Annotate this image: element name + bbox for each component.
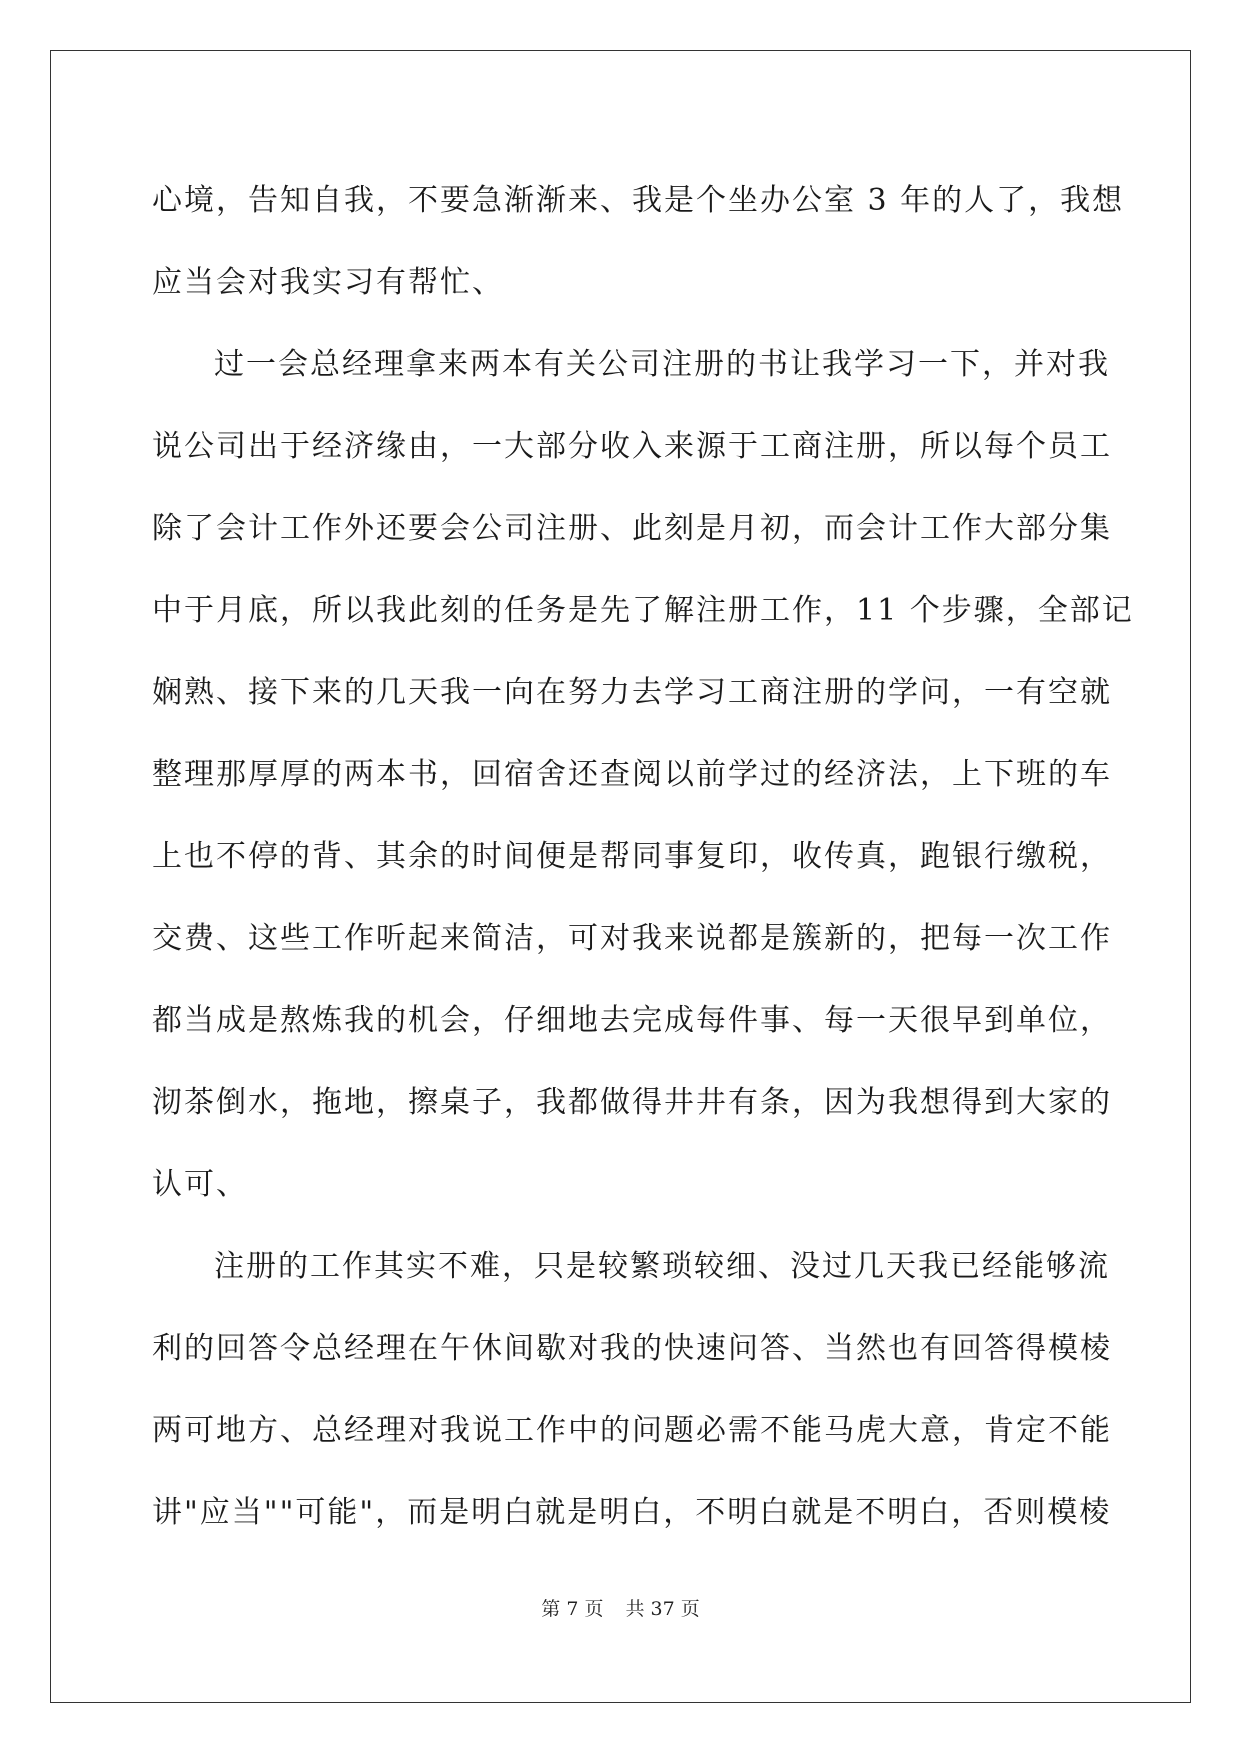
text-line: 上也不停的背、其余的时间便是帮同事复印，收传真，跑银行缴税， bbox=[152, 839, 1112, 874]
text-line: 讲"应当""可能"，而是明白就是明白，不明白就是不明白，否则模棱 bbox=[152, 1495, 1112, 1530]
text-line: 整理那厚厚的两本书，回宿舍还查阅以前学过的经济法，上下班的车 bbox=[152, 757, 1112, 792]
text-line: 利的回答令总经理在午休间歇对我的快速问答、当然也有回答得模棱 bbox=[152, 1331, 1112, 1366]
page-footer bbox=[0, 1594, 1241, 1621]
page-total: 共 37 页 bbox=[625, 1598, 700, 1620]
text-line: 交费、这些工作听起来简洁，可对我来说都是簇新的，把每一次工作 bbox=[152, 921, 1112, 956]
text-line: 认可、 bbox=[152, 1167, 248, 1202]
text-line: 注册的工作其实不难，只是较繁琐较细、没过几天我已经能够流 bbox=[214, 1249, 1110, 1284]
text-line: 娴熟、接下来的几天我一向在努力去学习工商注册的学问，一有空就 bbox=[152, 675, 1112, 710]
page-number: 第 7 页 bbox=[541, 1598, 604, 1620]
text-line: 说公司出于经济缘由，一大部分收入来源于工商注册，所以每个员工 bbox=[152, 429, 1112, 464]
text-line: 中于月底，所以我此刻的任务是先了解注册工作，11 个步骤，全部记 bbox=[152, 593, 1134, 628]
text-line: 除了会计工作外还要会公司注册、此刻是月初，而会计工作大部分集 bbox=[152, 511, 1112, 546]
text-line: 心境，告知自我，不要急渐渐来、我是个坐办公室 3 年的人了，我想 bbox=[152, 183, 1125, 218]
text-line: 沏茶倒水，拖地，擦桌子，我都做得井井有条，因为我想得到大家的 bbox=[152, 1085, 1112, 1120]
text-line: 都当成是熬炼我的机会，仔细地去完成每件事、每一天很早到单位， bbox=[152, 1003, 1112, 1038]
document-body bbox=[152, 160, 1134, 1554]
text-line: 两可地方、总经理对我说工作中的问题必需不能马虎大意，肯定不能 bbox=[152, 1413, 1112, 1448]
text-line: 应当会对我实习有帮忙、 bbox=[152, 265, 504, 300]
text-line: 过一会总经理拿来两本有关公司注册的书让我学习一下，并对我 bbox=[214, 347, 1110, 382]
